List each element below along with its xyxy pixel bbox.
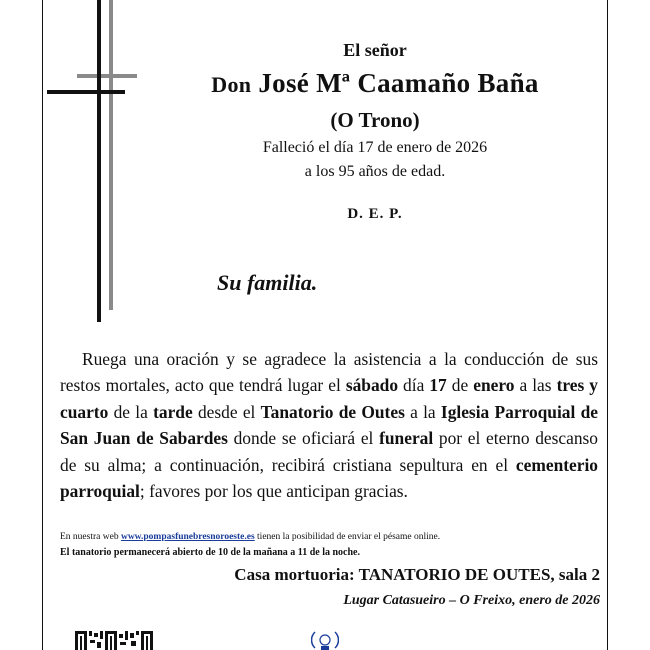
body-highlight: 17	[429, 375, 447, 396]
body-highlight: tarde	[153, 401, 193, 422]
web-note	[60, 532, 440, 542]
dep-text: D. E. P.	[347, 206, 403, 222]
casa-mortuoria: Casa mortuoria: TANATORIO DE OUTES, sala 2	[234, 565, 600, 584]
body-highlight: Iglesia Parroquial de San Juan de Sabardes	[60, 401, 598, 449]
qr-code-icon[interactable]	[75, 631, 153, 650]
death-date: Falleció el día 17 de enero de 2026	[262, 139, 488, 156]
body-highlight: tres y cuarto	[60, 375, 598, 422]
deceased-name	[140, 68, 610, 99]
website-link[interactable]: www.pompasfunebresnoroeste.es	[120, 532, 255, 542]
body-run: de	[446, 375, 474, 396]
body-highlight: enero	[473, 375, 515, 396]
web-note-suffix: tienen la posibilidad de enviar el pésame online.	[254, 532, 441, 542]
body-run: ; favores por los que anticipan gracias.	[139, 481, 408, 502]
body-highlight: Tanatorio de Outes	[260, 401, 405, 422]
body-run: Ruega una oración y se agradece la asistencia a la conducción de sus restos mortales, acto que tendrá lugar el	[60, 349, 598, 396]
funeral-announcement-text	[60, 346, 598, 504]
body-run: por el eterno descanso de su alma; a continuación, recibirá cristiana sepultura en el	[60, 428, 598, 475]
body-run: a la	[404, 401, 441, 422]
cross-icon	[47, 0, 137, 330]
nickname: (O Trono)	[330, 108, 420, 132]
body-highlight: sábado	[345, 375, 399, 396]
age-line: a los 95 años de edad.	[304, 163, 446, 180]
web-note-prefix: En nuestra web	[60, 532, 121, 542]
body-highlight: cementerio parroquial	[60, 454, 598, 502]
body-run: a las	[514, 375, 557, 396]
body-highlight: funeral	[379, 428, 434, 449]
body-run: donde se oficiará el	[227, 428, 380, 449]
funeral-logo-icon	[311, 628, 339, 650]
name-prefix: Don	[211, 72, 252, 97]
name-text: José Mª Caamaño Baña	[258, 68, 539, 98]
family-signature: Su familia.	[217, 270, 318, 295]
place-date: Lugar Catasueiro – O Freixo, enero de 2026	[343, 593, 600, 608]
title-line: El señor	[343, 40, 407, 60]
body-run: día	[398, 375, 430, 396]
body-run: de la	[108, 401, 154, 422]
body-run: desde el	[192, 401, 261, 422]
hours-note: El tanatorio permanecerá abierto de 10 de la mañana a 11 de la noche.	[60, 547, 360, 558]
